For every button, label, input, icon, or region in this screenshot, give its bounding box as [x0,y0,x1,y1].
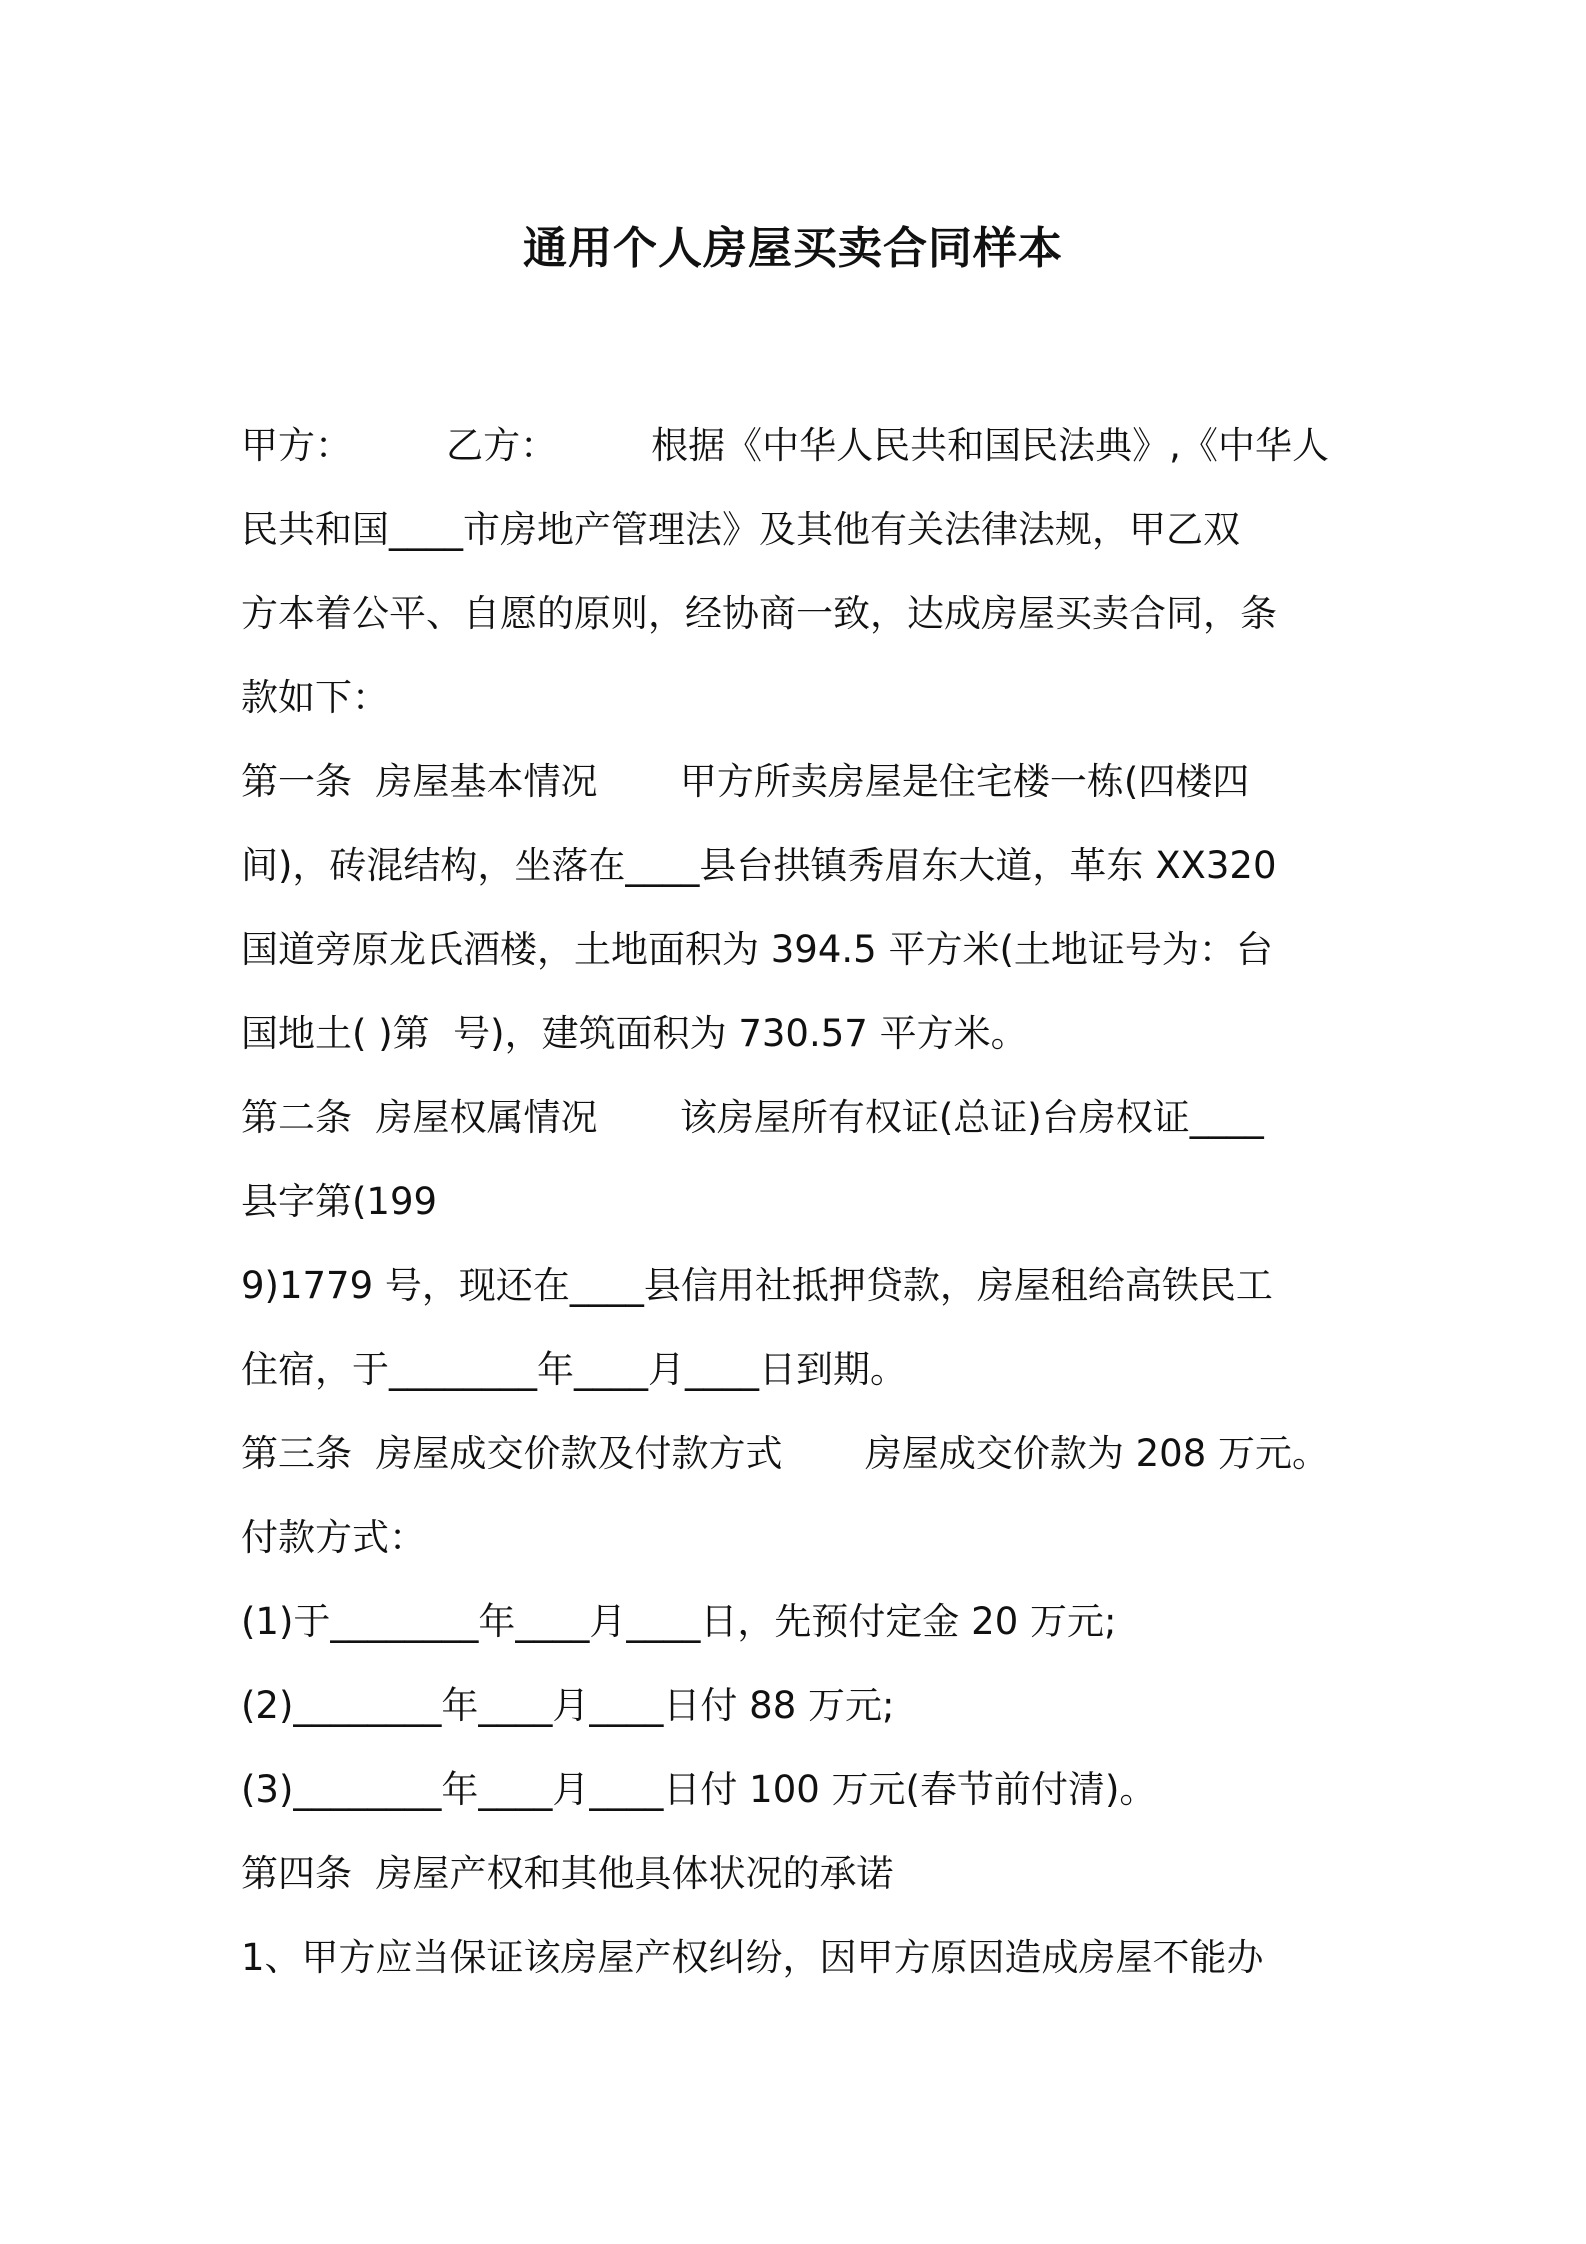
preamble-line: 方本着公平、自愿的原则，经协商一致，达成房屋买卖合同，条 [241,592,1277,635]
article-2-line: 9)1779 号，现还在____县信用社抵押贷款，房屋租给高铁民工 [241,1264,1273,1307]
article-2-line: 第二条 房屋权属情况 该房屋所有权证(总证)台房权证____ [241,1096,1264,1139]
article-3-line: 付款方式： [241,1516,426,1559]
article-3-line: 第三条 房屋成交价款及付款方式 房屋成交价款为 208 万元。 [241,1432,1329,1475]
document-body [241,404,1365,2000]
payment-line: (2)________年____月____日付 88 万元; [241,1684,895,1727]
preamble-line: 民共和国____市房地产管理法》及其他有关法律法规，甲乙双 [241,508,1240,551]
document-title: 通用个人房屋买卖合同样本 [523,223,1063,274]
article-2-line: 县字第(199 [241,1180,438,1223]
preamble-line: 款如下： [241,676,389,719]
payment-line: (1)于________年____月____日，先预付定金 20 万元; [241,1600,1117,1643]
article-4-line: 1、甲方应当保证该房屋产权纠纷，因甲方原因造成房屋不能办 [241,1936,1264,1979]
payment-line: (3)________年____月____日付 100 万元(春节前付清)。 [241,1768,1157,1811]
preamble-line: 甲方： 乙方： 根据《中华人民共和国民法典》,《中华人 [241,424,1329,467]
article-1-line: 国道旁原龙氏酒楼，土地面积为 394.5 平方米(土地证号为：台 [241,928,1273,971]
article-2-line: 住宿，于________年____月____日到期。 [241,1348,907,1391]
article-1-line: 国地土( )第 号)，建筑面积为 730.57 平方米。 [241,1012,1028,1055]
article-1-line: 第一条 房屋基本情况 甲方所卖房屋是住宅楼一栋(四楼四 [241,760,1250,803]
article-4-line: 第四条 房屋产权和其他具体状况的承诺 [241,1852,894,1895]
article-1-line: 间)，砖混结构，坐落在____县台拱镇秀眉东大道，革东 XX320 [241,844,1277,887]
